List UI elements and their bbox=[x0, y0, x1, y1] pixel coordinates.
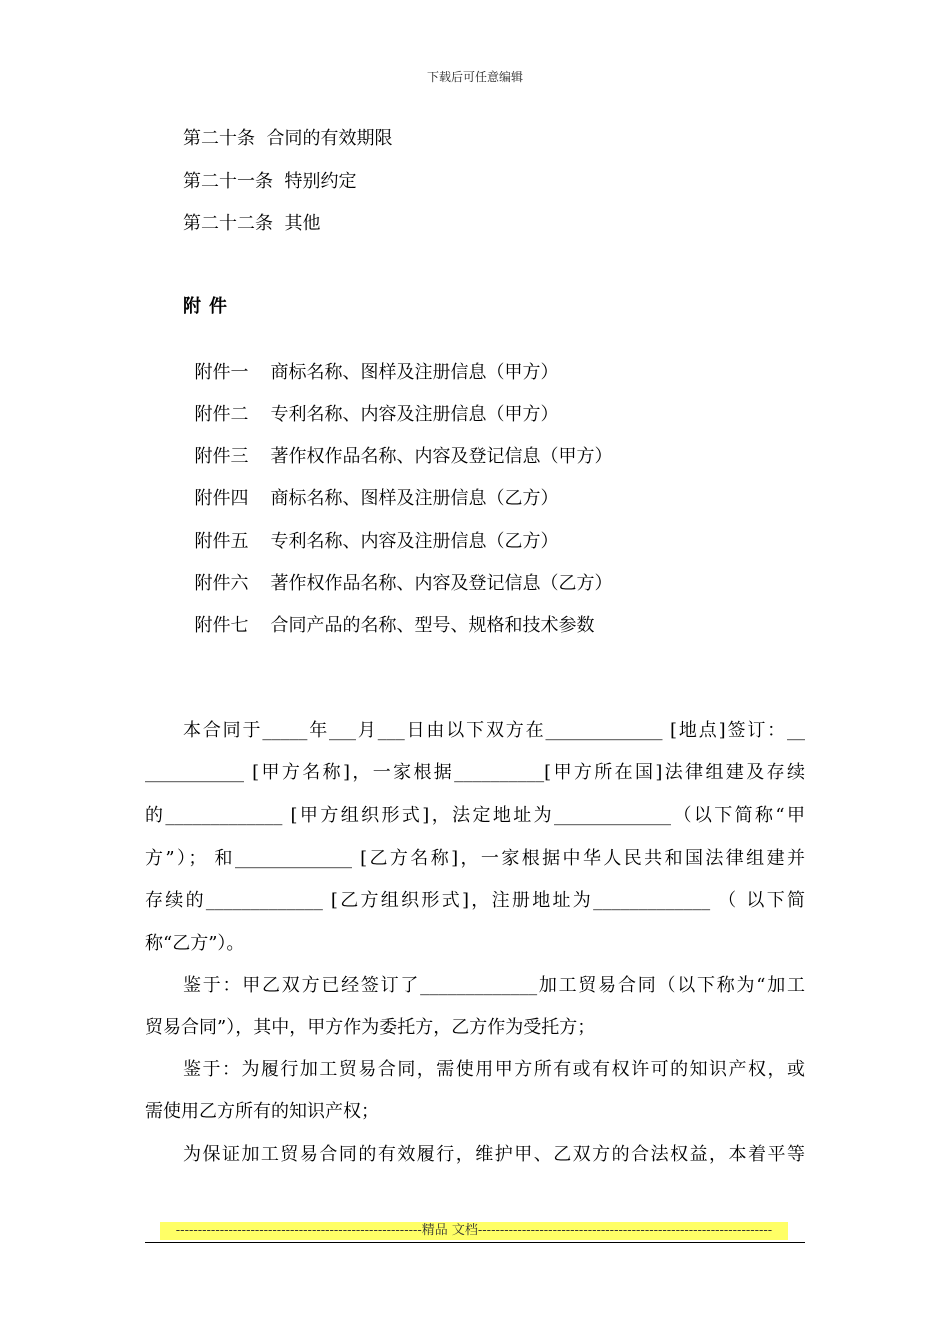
body-text-line: 的_____________ [甲方组织形式]，法定地址为_____________（以下简称“甲 bbox=[145, 805, 805, 826]
annex-item bbox=[183, 548, 612, 595]
annex-item-number: 附件三 bbox=[194, 446, 249, 467]
annex-item-number: 附件五 bbox=[194, 531, 249, 552]
body-text-line: ___________ [甲方名称]，一家根据__________[甲方所在国]法律组建及存续 bbox=[145, 762, 805, 783]
annex-item bbox=[183, 379, 558, 426]
body-text-line: 鉴于：甲乙双方已经签订了_____________加工贸易合同（以下称为“加工 bbox=[183, 975, 805, 996]
annex-item bbox=[183, 421, 612, 468]
annex-item bbox=[183, 463, 558, 510]
annex-item-number: 附件一 bbox=[194, 362, 249, 383]
toc-item-article-22: 第二十二条 其他 bbox=[183, 213, 321, 234]
annex-item-number: 附件二 bbox=[194, 404, 249, 425]
annex-item-text: 著作权作品名称、内容及登记信息（甲方） bbox=[270, 446, 613, 467]
annex-item-text: 合同产品的名称、型号、规格和技术参数 bbox=[270, 615, 595, 636]
toc-item-article-21: 第二十一条 特别约定 bbox=[183, 171, 357, 192]
body-text-line: 存续的_____________ [乙方组织形式]，注册地址为_____________ （ 以下简 bbox=[145, 890, 805, 911]
footer-divider bbox=[145, 1242, 805, 1243]
annex-item-number: 附件四 bbox=[194, 488, 249, 509]
body-text-line: 方”）； 和_____________ [乙方名称]，一家根据中华人民共和国法律组建并 bbox=[145, 848, 805, 869]
body-text-line: 为保证加工贸易合同的有效履行，维护甲、乙双方的合法权益，本着平等 bbox=[183, 1144, 805, 1165]
annex-item bbox=[183, 506, 558, 553]
footer-watermark-band: --------------------------------------------------------精品 文档------------------------------------------------------------------- bbox=[160, 1222, 788, 1240]
annex-item-text: 专利名称、内容及注册信息（乙方） bbox=[270, 531, 559, 552]
annex-item bbox=[183, 337, 558, 384]
annex-item-number: 附件七 bbox=[194, 615, 249, 636]
annex-item-text: 专利名称、内容及注册信息（甲方） bbox=[270, 404, 559, 425]
annex-item-text: 商标名称、图样及注册信息（乙方） bbox=[270, 488, 559, 509]
page-header: 下载后可任意编辑 bbox=[426, 70, 523, 84]
annex-heading: 附件 bbox=[183, 296, 235, 317]
body-text-line: 需使用乙方所有的知识产权； bbox=[145, 1101, 379, 1122]
annex-item bbox=[183, 590, 594, 637]
toc-item-article-20: 第二十条 合同的有效期限 bbox=[183, 128, 393, 149]
body-text-line: 鉴于：为履行加工贸易合同，需使用甲方所有或有权许可的知识产权，或 bbox=[183, 1059, 805, 1080]
annex-item-text: 商标名称、图样及注册信息（甲方） bbox=[270, 362, 559, 383]
annex-item-number: 附件六 bbox=[194, 573, 249, 594]
body-text-line: 称“乙方”）。 bbox=[145, 933, 245, 954]
body-text-line: 贸易合同”），其中，甲方作为委托方，乙方作为受托方； bbox=[145, 1017, 596, 1038]
annex-item-text: 著作权作品名称、内容及登记信息（乙方） bbox=[270, 573, 613, 594]
body-text-line: 本合同于_____年___月___日由以下双方在_____________ [地点]签订：__ bbox=[183, 720, 805, 741]
